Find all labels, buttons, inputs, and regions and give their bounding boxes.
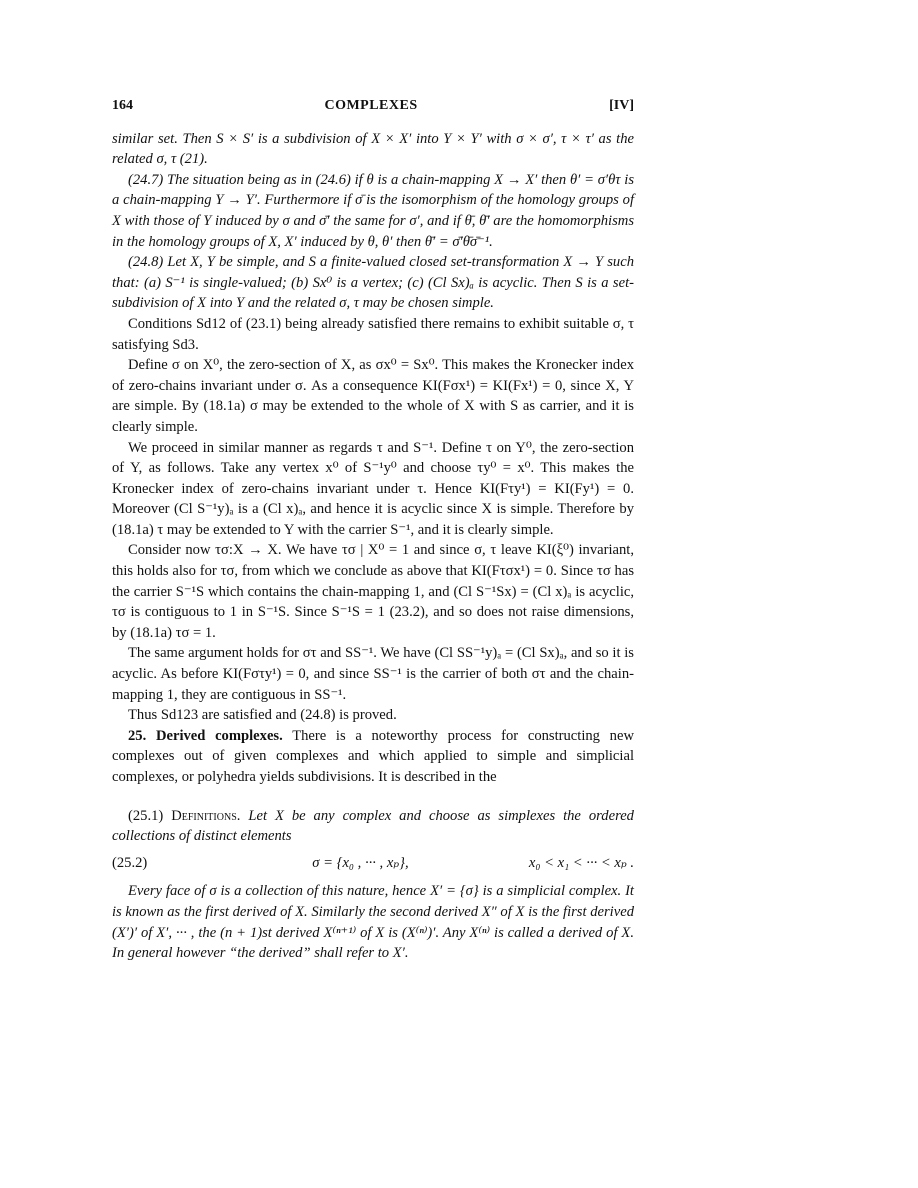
paragraph: Consider now τσ:X → X. We have τσ | X⁰ = 1 and since σ, τ leave KI(ξ⁰) invariant, this holds also for τσ, from which we conclude as above that KI(Fτσx¹) = 0. Since τσ has the carrier S⁻¹S which contains the chain-mapping 1, and (Cl S⁻¹Sx) = (Cl x)ₐ is acyclic, τσ is contiguous to 1 in S⁻¹S. Since S⁻¹S = 1 (23.2), and so does not raise dimensions, by (18.1a) τσ = 1. xyxy=(112,542,634,641)
paragraph: Conditions Sd12 of (23.1) being already satisfied there remains to exhibit suitable σ, τ satisfying Sd3. xyxy=(112,315,634,353)
definitions-25-1 xyxy=(112,806,634,847)
paragraph: similar set. Then S × S′ is a subdivision of X × X′ into Y × Y′ with σ × σ′, τ × τ′ as the related σ, τ (21). xyxy=(112,130,634,168)
formula-simplex: σ = {x₀ , ··· , xₚ}, xyxy=(312,854,409,871)
paragraph: Thus Sd123 are satisfied and (24.8) is proved. xyxy=(128,707,397,724)
formula-25-2 xyxy=(112,853,634,874)
page xyxy=(112,96,634,964)
definition-word: Definitions. xyxy=(171,807,241,824)
formula-order: x₀ < x₁ < ··· < xₚ . xyxy=(528,854,634,871)
paragraph: Define σ on X⁰, the zero-section of X, as σx⁰ = Sx⁰. This makes the Kronecker index of zero-chains invariant under σ. As a consequence KI(Fσx¹) = KI(Fx¹) = 0, since X, Y are simple. By (18.1a) σ may be extended to the whole of X with S as carrier, and it is clearly simple. xyxy=(112,357,634,435)
closing-paragraph: Every face of σ is a collection of this nature, hence X′ = {σ} is a simplicial complex. It is known as the first derived of X. Similarly the second derived X″ of X is the first derived (X′)′ of X′, ··· , the (n + 1)st derived X⁽ⁿ⁺¹⁾ of X is (X⁽ⁿ⁾)′. Any X⁽ⁿ⁾ is called a derived of X. In general however “the derived” shall refer to X′. xyxy=(112,883,634,962)
chapter-number: [IV] xyxy=(609,98,634,113)
section-number: 25. xyxy=(128,727,147,744)
definition-text: Let X be any complex and choose as simplexes the ordered collections of distinct elements xyxy=(112,807,634,845)
formula-label: (25.2) xyxy=(112,854,148,871)
section-text: There is a noteworthy process for constructing new complexes out of given complexes and which applied to simple and simplicial complexes, or polyhedra yields subdivisions. It is described in the xyxy=(112,727,634,785)
definition-label: (25.1) xyxy=(128,807,164,824)
running-title: COMPLEXES xyxy=(324,98,418,113)
section-heading: Derived complexes. xyxy=(155,727,283,744)
theorem-24-8: (24.8) Let X, Y be simple, and S a finite-valued closed set-transformation X → Y such that: (a) S⁻¹ is single-valued; (b) Sx⁰ is a vertex; (c) (Cl Sx)ₐ is acyclic. Then S is a set-subdivision of X into Y and the related σ, τ may be chosen simple. xyxy=(112,254,634,312)
theorem-24-7: (24.7) The situation being as in (24.6) if θ is a chain-mapping X → X′ then θ′ = σ′θτ is a chain-mapping Y → Y′. Furthermore if σ̄ is the isomorphism of the homology groups of X with those of Y induced by σ and σ̄′ the same for σ′, and if θ̄, θ̄′ are the homomorphisms in the homology groups of X, X′ induced by θ, θ′ then θ̄′ = σ̄′θ̄σ̄⁻¹. xyxy=(112,171,634,250)
paragraph: The same argument holds for στ and SS⁻¹. We have (Cl SS⁻¹y)ₐ = (Cl Sx)ₐ, and so it is acyclic. As before KI(Fστy¹) = 0, and since SS⁻¹ is the carrier of both στ and the chain-mapping 1, they are contiguous in SS⁻¹. xyxy=(112,645,634,703)
section-25 xyxy=(112,726,634,788)
spacer xyxy=(112,788,634,806)
running-header xyxy=(112,96,634,117)
paragraph: We proceed in similar manner as regards τ and S⁻¹. Define τ on Y⁰, the zero-section of Y, as follows. Take any vertex x⁰ of S⁻¹y⁰ and choose τy⁰ = x⁰. This makes the Kronecker index of zero-chains invariant under τ. Hence KI(Fτy¹) = KI(Fy¹) = 0. Moreover (Cl S⁻¹y)ₐ is a (Cl x)ₐ, and hence it is acyclic since X is simple. Therefore by (18.1a) τ may be extended to Y with the carrier S⁻¹, and it is clearly simple. xyxy=(112,439,634,538)
page-number: 164 xyxy=(112,98,133,113)
